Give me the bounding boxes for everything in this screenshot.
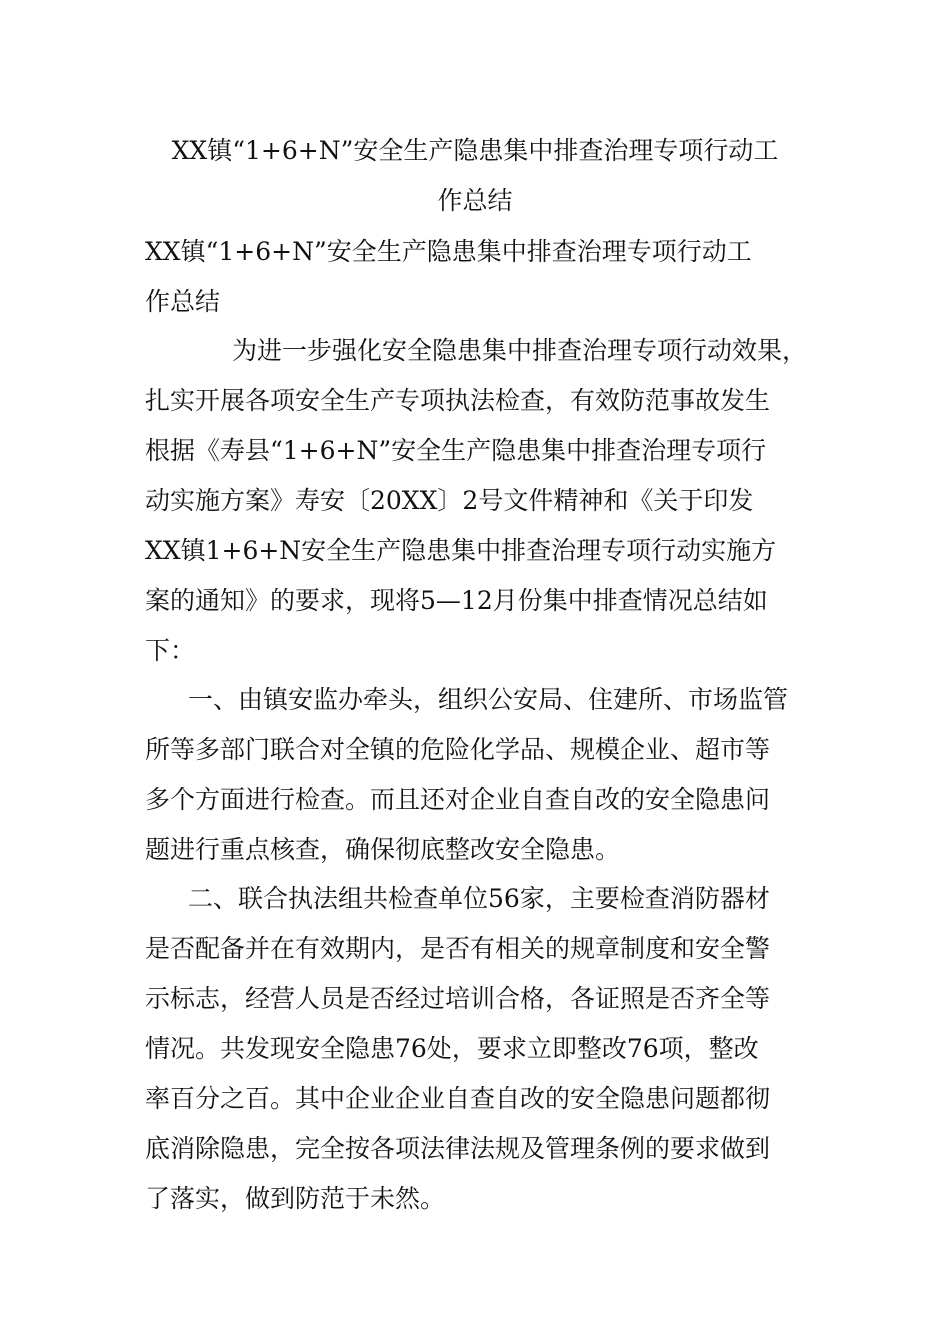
section-two-line: 率百分之百。其中企业企业自查自改的安全隐患问题都彻 <box>145 1084 771 1113</box>
document-subtitle-line-1: XX镇“1+6+N”安全生产隐患集中排查治理专项行动工 <box>145 237 752 266</box>
intro-paragraph-line: 扎实开展各项安全生产专项执法检查，有效防范事故发生 <box>145 386 771 415</box>
section-two-line: 底消除隐患，完全按各项法律法规及管理条例的要求做到 <box>145 1134 771 1163</box>
intro-paragraph-line: 动实施方案》寿安〔20XX〕2号文件精神和《关于印发 <box>145 486 754 515</box>
intro-paragraph-line: 案的通知》的要求，现将5—12月份集中排查情况总结如 <box>145 586 768 615</box>
section-one-line: 多个方面进行检查。而且还对企业自查自改的安全隐患问 <box>145 785 771 814</box>
section-one-line: 所等多部门联合对全镇的危险化学品、规模企业、超市等 <box>145 735 771 764</box>
section-two-line: 是否配备并在有效期内，是否有相关的规章制度和安全警 <box>145 934 771 963</box>
document-title-line-1: XX镇“1+6+N”安全生产隐患集中排查治理专项行动工 <box>171 136 779 165</box>
section-two-line: 示标志，经营人员是否经过培训合格，各证照是否齐全等 <box>145 984 771 1013</box>
intro-paragraph-line: 为进一步强化安全隐患集中排查治理专项行动效果， <box>232 336 808 365</box>
intro-paragraph-line: XX镇1+6+N安全生产隐患集中排查治理专项行动实施方 <box>145 536 777 565</box>
intro-paragraph-line: 根据《寿县“1+6+N”安全生产隐患集中排查治理专项行 <box>145 436 767 465</box>
section-two-line: 了落实，做到防范于未然。 <box>145 1184 446 1213</box>
section-two-line: 二、联合执法组共检查单位56家，主要检查消防器材 <box>188 884 770 913</box>
intro-paragraph-line: 下： <box>145 636 196 665</box>
document-subtitle-line-2: 作总结 <box>145 287 221 316</box>
section-one-line: 一、由镇安监办牵头，组织公安局、住建所、市场监管 <box>188 685 789 714</box>
document-title-line-2: 作总结 <box>437 186 513 215</box>
section-two-line: 情况。共发现安全隐患76处，要求立即整改76项，整改 <box>145 1034 759 1063</box>
section-one-line: 题进行重点核查，确保彻底整改安全隐患。 <box>145 835 621 864</box>
